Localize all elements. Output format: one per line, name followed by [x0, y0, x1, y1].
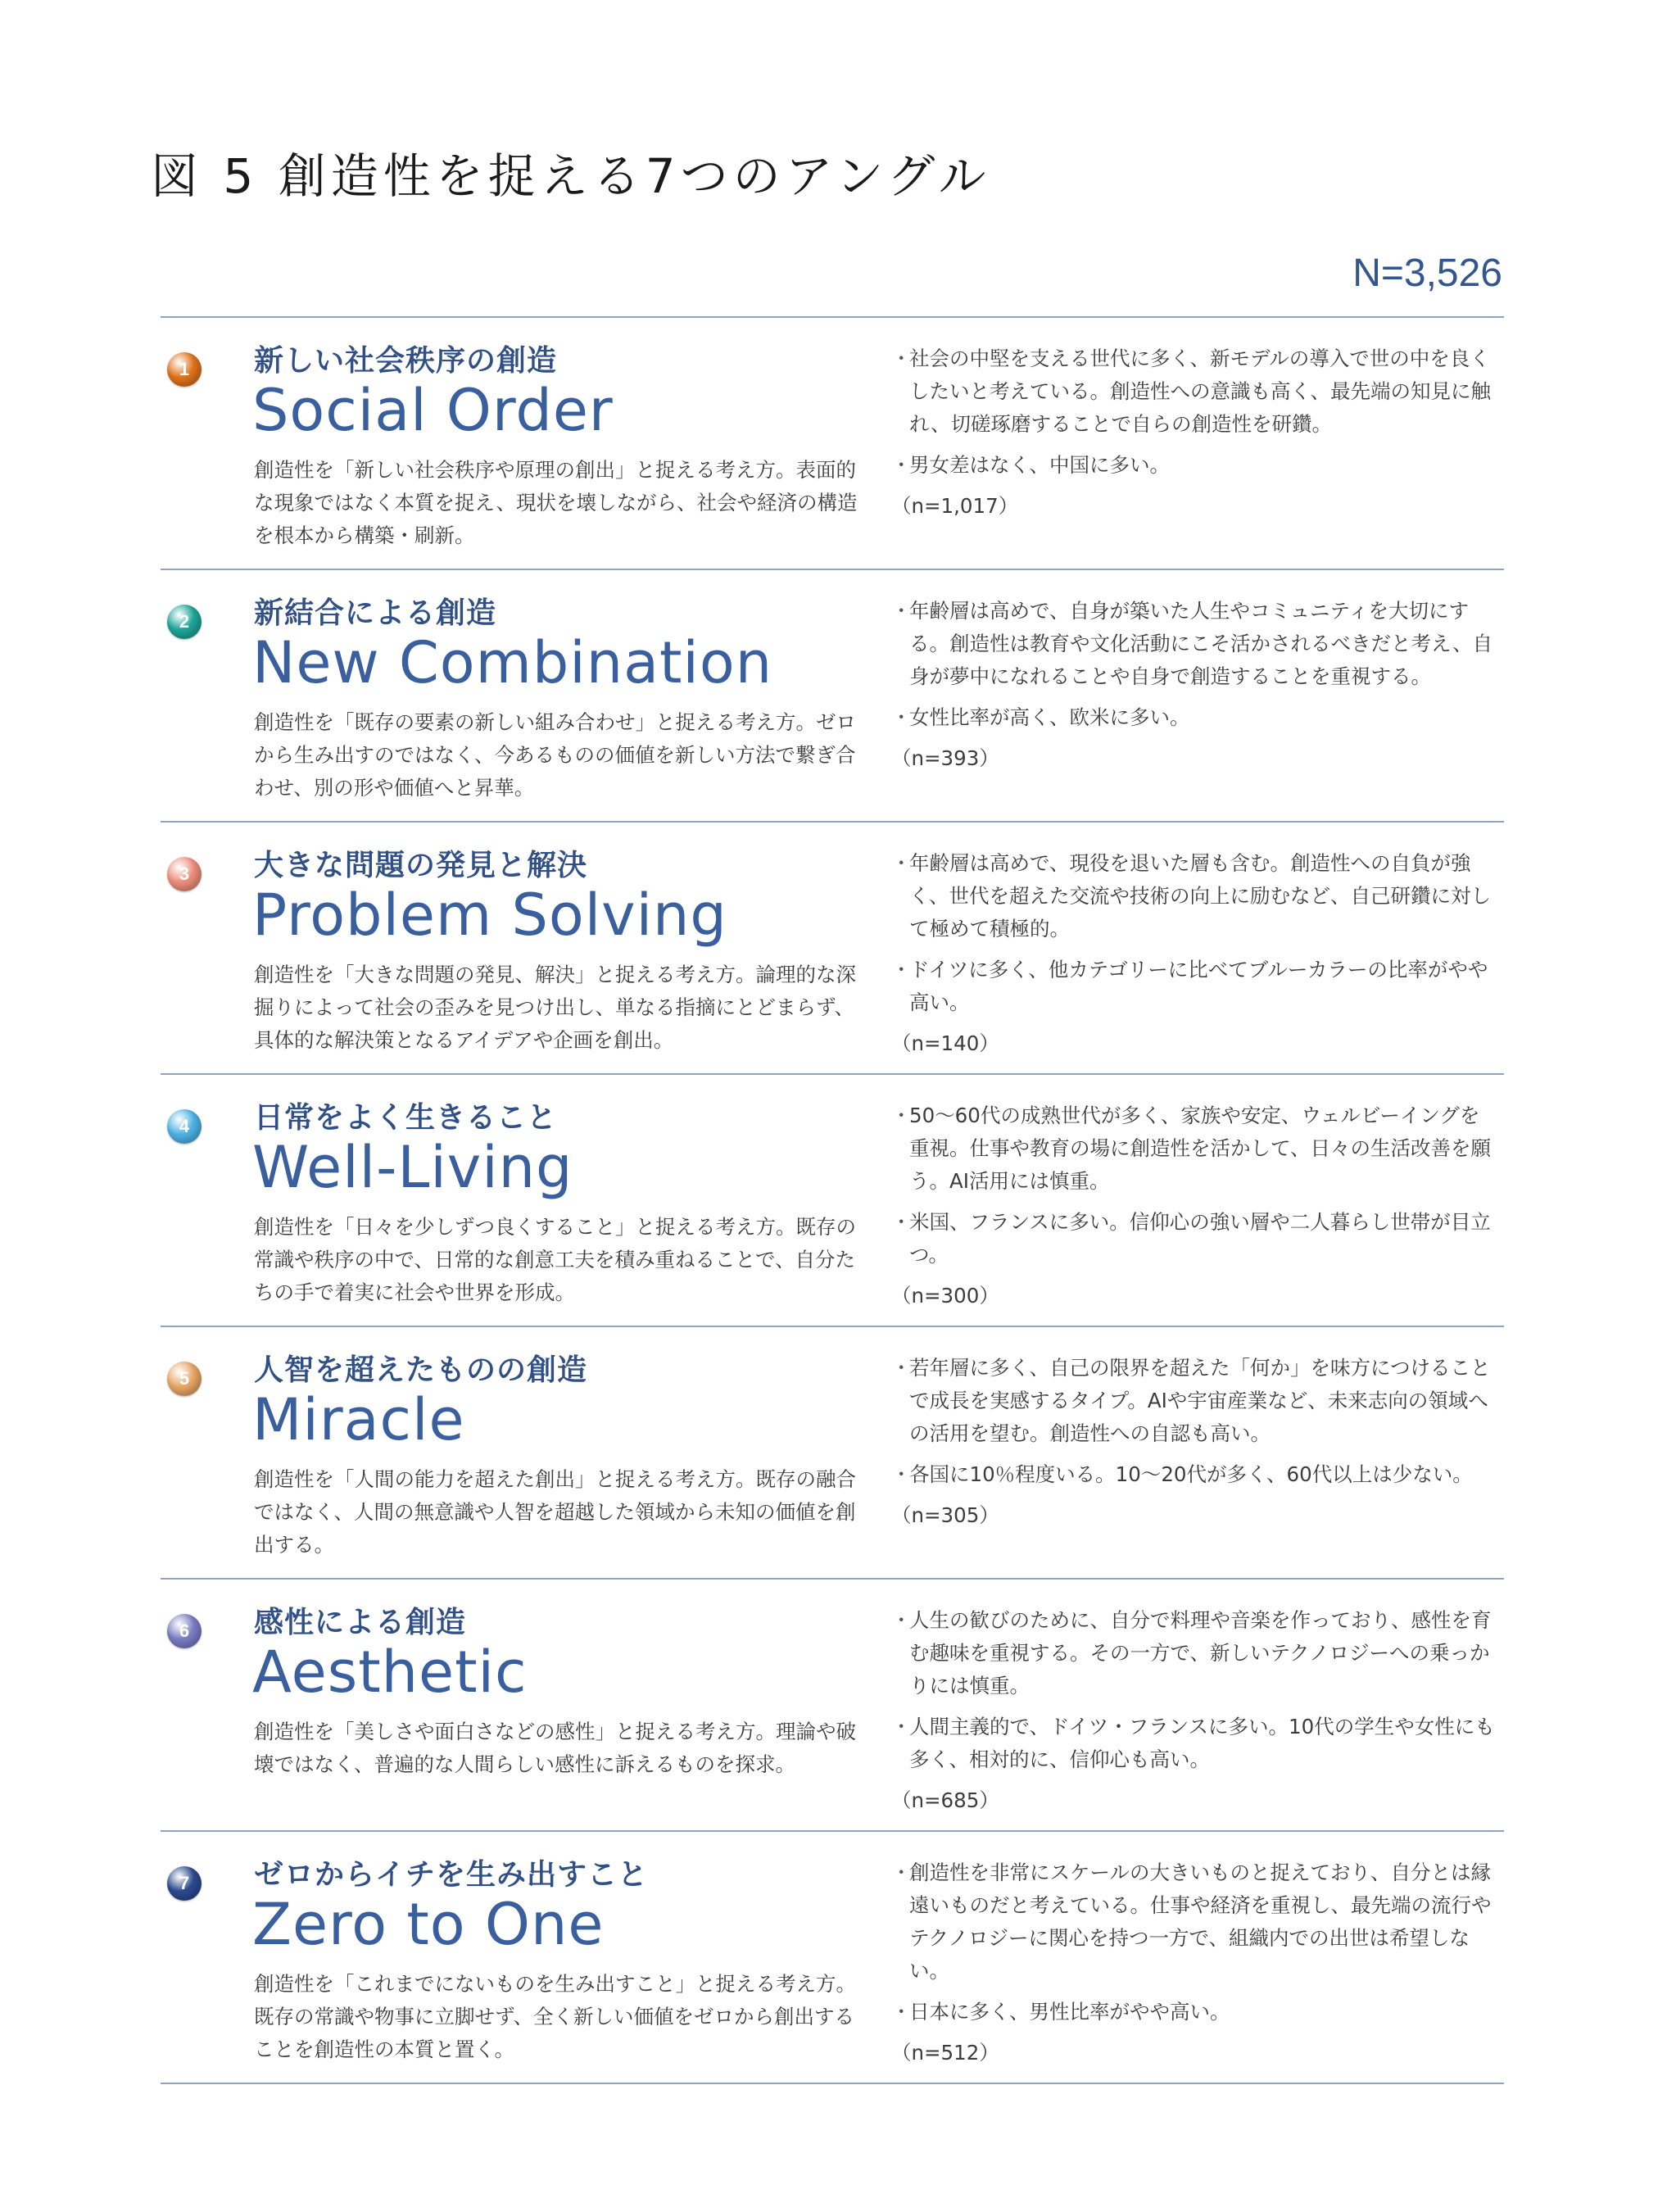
bullet-item [891, 1352, 1496, 1450]
bullet-item [891, 1458, 1496, 1491]
bullet-dot-icon: ・ [891, 599, 912, 623]
bullet-text: 50～60代の成熟世代が多く、家族や安定、ウェルビーイングを重視。仕事や教育の場に創造性を活かして、日々の生活改善を願う。AI活用には慎重。 [909, 1104, 1492, 1193]
bullet-text: 創造性を非常にスケールの大きいものと捉えており、自分とは縁遠いものだと考えている。仕事や経済を重視し、最先端の流行やテクノロジーに関心を持つ一方で、組織内での出世は希望しない。 [909, 1861, 1492, 1983]
bullet-dot-icon: ・ [891, 1462, 912, 1486]
segment-sample-size: （n=685） [891, 1788, 999, 1812]
bullet-item [891, 1206, 1496, 1271]
badge-number: 4 [179, 1116, 190, 1136]
angle-description: 創造性を「日々を少しずつ良くすること」と捉える考え方。既存の常識や秩序の中で、日常的な創意工夫を積み重ねることで、自分たちの手で着実に社会や世界を形成。 [254, 1215, 856, 1304]
angle-japanese-title: 日常をよく生きること [254, 1101, 558, 1135]
badge-number: 3 [179, 863, 190, 884]
angle-row-2 [161, 570, 1504, 823]
segment-sample-size: （n=305） [891, 1503, 999, 1527]
angle-details [891, 1856, 1496, 2069]
bullet-list [891, 1856, 1496, 2028]
bullet-dot-icon: ・ [891, 453, 912, 477]
number-badge-icon [167, 1362, 202, 1396]
angle-english-title: Social Order [252, 377, 614, 444]
bullet-item [891, 1711, 1496, 1776]
angle-details [891, 1099, 1496, 1312]
bullet-item [891, 449, 1496, 482]
badge-number: 5 [179, 1368, 190, 1389]
bullet-list [891, 1604, 1496, 1776]
angle-japanese-title: 感性による創造 [254, 1606, 467, 1639]
angle-description: 創造性を「これまでにないものを生み出すこと」と捉える考え方。既存の常識や物事に立脚せず、全く新しい価値をゼロから創出することを創造性の本質と置く。 [254, 1972, 856, 2061]
bullet-dot-icon: ・ [891, 347, 912, 370]
bullet-item [891, 1856, 1496, 1988]
segment-sample-size: （n=300） [891, 1284, 999, 1308]
angle-description: 創造性を「人間の能力を超えた創出」と捉える考え方。既存の融合ではなく、人間の無意識や人智を超越した領域から未知の価値を創出する。 [254, 1467, 856, 1557]
segment-sample-size: （n=512） [891, 2041, 999, 2065]
bullet-item [891, 1996, 1496, 2028]
bullet-dot-icon: ・ [891, 958, 912, 981]
angle-details [891, 1604, 1496, 1817]
segment-sample-size: （n=393） [891, 746, 999, 770]
bullet-text: 女性比率が高く、欧米に多い。 [909, 705, 1190, 729]
angle-japanese-title: 新しい社会秩序の創造 [254, 344, 558, 378]
number-badge-icon [167, 605, 202, 639]
angle-english-title: Problem Solving [252, 882, 727, 949]
angle-row-6 [161, 1580, 1504, 1832]
bullet-dot-icon: ・ [891, 1861, 912, 1884]
angle-row-7 [161, 1832, 1504, 2084]
number-badge-icon [167, 1866, 202, 1901]
bullet-item [891, 342, 1496, 441]
number-badge-icon [167, 1614, 202, 1648]
angle-japanese-title: 大きな問題の発見と解決 [254, 849, 588, 882]
angle-english-title: Well-Living [252, 1134, 573, 1201]
number-badge-icon [167, 1109, 202, 1144]
badge-number: 2 [179, 611, 190, 632]
number-badge-icon [167, 352, 202, 387]
angle-description: 創造性を「既存の要素の新しい組み合わせ」と捉える考え方。ゼロから生み出すのではなく、今あるものの価値を新しい方法で繋ぎ合わせ、別の形や価値へと昇華。 [254, 710, 856, 800]
angle-details [891, 595, 1496, 775]
bullet-list [891, 1352, 1496, 1491]
bullet-dot-icon: ・ [891, 1356, 912, 1380]
angle-row-4 [161, 1075, 1504, 1327]
number-badge-icon [167, 857, 202, 891]
bullet-list [891, 1099, 1496, 1271]
badge-number: 6 [179, 1620, 190, 1641]
bullet-dot-icon: ・ [891, 1210, 912, 1234]
bullet-text: 社会の中堅を支える世代に多く、新モデルの導入で世の中を良くしたいと考えている。創造性への意識も高く、最先端の知見に触れ、切磋琢磨することで自らの創造性を研鑽。 [909, 347, 1492, 436]
bullet-dot-icon: ・ [891, 851, 912, 875]
segment-sample-size: （n=1,017） [891, 494, 1019, 518]
angle-row-3 [161, 823, 1504, 1075]
bullet-text: 若年層に多く、自己の限界を超えた「何か」を味方につけることで成長を実感するタイプ。AIや宇宙産業など、未来志向の領域への活用を望む。創造性への自認も高い。 [909, 1356, 1491, 1445]
bullet-item [891, 847, 1496, 945]
bullet-item [891, 701, 1496, 734]
bullet-text: 日本に多く、男性比率がやや高い。 [909, 2000, 1230, 2024]
angle-japanese-title: 新結合による創造 [254, 596, 497, 630]
angle-description: 創造性を「大きな問題の発見、解決」と捉える考え方。論理的な深掘りによって社会の歪みを見つけ出し、単なる指摘にとどまらず、具体的な解決策となるアイデアや企画を創出。 [254, 963, 856, 1052]
bullet-dot-icon: ・ [891, 1715, 912, 1738]
bullet-dot-icon: ・ [891, 705, 912, 729]
bullet-text: 米国、フランスに多い。信仰心の強い層や二人暮らし世帯が目立つ。 [909, 1210, 1491, 1267]
angle-details [891, 1352, 1496, 1532]
segment-sample-size: （n=140） [891, 1031, 999, 1055]
bullet-item [891, 1099, 1496, 1198]
angle-english-title: Aesthetic [252, 1639, 528, 1706]
bullet-item [891, 595, 1496, 693]
angle-japanese-title: ゼロからイチを生み出すこと [254, 1858, 649, 1892]
bullet-list [891, 847, 1496, 1019]
bullet-dot-icon: ・ [891, 2000, 912, 2024]
angle-english-title: Miracle [252, 1386, 465, 1453]
bullet-dot-icon: ・ [891, 1104, 912, 1127]
bullet-text: 各国に10％程度いる。10～20代が多く、60代以上は少ない。 [909, 1462, 1473, 1486]
bullet-dot-icon: ・ [891, 1608, 912, 1632]
bullet-list [891, 595, 1496, 734]
angle-details [891, 847, 1496, 1060]
angle-row-1 [161, 318, 1504, 570]
badge-number: 7 [179, 1873, 190, 1893]
angle-english-title: New Combination [252, 629, 773, 696]
bullet-list [891, 342, 1496, 482]
angle-row-5 [161, 1327, 1504, 1580]
bullet-text: 人生の歓びのために、自分で料理や音楽を作っており、感性を育む趣味を重視する。その一方で、新しいテクノロジーへの乗っかりには慎重。 [909, 1608, 1492, 1698]
bullet-text: 人間主義的で、ドイツ・フランスに多い。10代の学生や女性にも多く、相対的に、信仰心も高い。 [909, 1715, 1495, 1771]
bullet-text: 年齢層は高めで、現役を退いた層も含む。創造性への自負が強く、世代を超えた交流や技術の向上に励むなど、自己研鑽に対して極めて積極的。 [909, 851, 1492, 941]
badge-number: 1 [179, 359, 190, 379]
angles-list [161, 316, 1504, 2084]
bullet-text: 男女差はなく、中国に多い。 [909, 453, 1171, 477]
bullet-text: ドイツに多く、他カテゴリーに比べてブルーカラーの比率がやや高い。 [909, 958, 1488, 1014]
bullet-item [891, 1604, 1496, 1702]
total-sample-size: N=3,526 [1352, 252, 1502, 295]
angle-description: 創造性を「新しい社会秩序や原理の創出」と捉える考え方。表面的な現象ではなく本質を捉え、現状を壊しながら、社会や経済の構造を根本から構築・刷新。 [254, 458, 858, 547]
page-title: 図 5 創造性を捉える7つのアングル [151, 148, 991, 204]
bullet-item [891, 954, 1496, 1019]
bullet-text: 年齢層は高めで、自身が築いた人生やコミュニティを大切にする。創造性は教育や文化活動にこそ活かされるべきだと考え、自身が夢中になれることや自身で創造することを重視する。 [909, 599, 1493, 688]
angle-english-title: Zero to One [252, 1891, 605, 1958]
angle-details [891, 342, 1496, 523]
angle-japanese-title: 人智を超えたものの創造 [254, 1353, 588, 1387]
angle-description: 創造性を「美しさや面白さなどの感性」と捉える考え方。理論や破壊ではなく、普遍的な人間らしい感性に訴えるものを探求。 [254, 1720, 856, 1776]
